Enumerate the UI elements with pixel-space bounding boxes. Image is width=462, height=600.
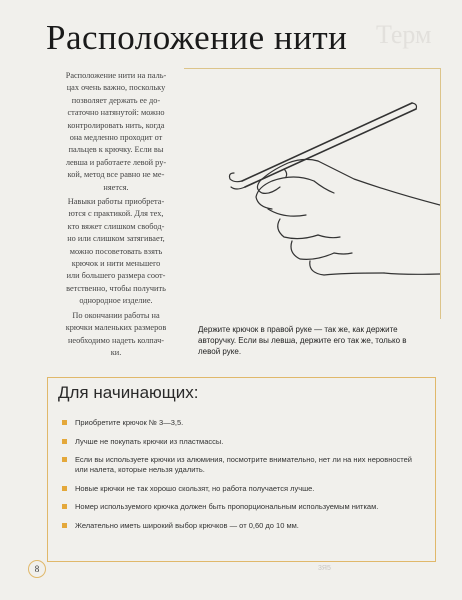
paragraph-line: она медленно проходит от (69, 133, 163, 143)
tip-text: Приобретите крючок № 3—3,5. (75, 418, 184, 427)
beginners-tips-list (62, 418, 422, 539)
paragraph-line: крючок и нити меньшего (71, 259, 161, 269)
bleed-through-text: Терм (376, 20, 432, 49)
paragraph-line: крючки маленьких размеров (65, 323, 167, 333)
paragraph-line: Навыки работы приобрета- (67, 197, 165, 206)
tip-item (62, 437, 422, 447)
footer-mark: 3Я5 (318, 565, 331, 572)
tip-item (62, 502, 422, 512)
square-bullet-icon (62, 486, 67, 491)
paragraph-line: но или слишком затягивает, (67, 234, 165, 244)
beginners-title: Для начинающих: (58, 383, 199, 402)
tip-text: Желательно иметь широкий выбор крючков — от 0,60 до 10 мм. (75, 520, 299, 530)
paragraph-1 (60, 70, 172, 194)
paragraph-line: позволяет держать ее до- (71, 95, 161, 105)
page-title: Расположение нити (46, 18, 348, 57)
paragraph-line: По окончании работы на (72, 311, 160, 320)
paragraph-line: контролировать нить, когда (67, 120, 165, 130)
paragraph-line: ветственно, чтобы получить (66, 283, 166, 293)
paragraph-line: ки. (110, 348, 122, 358)
square-bullet-icon (62, 457, 67, 462)
tip-item (62, 484, 422, 494)
square-bullet-icon (62, 420, 67, 425)
paragraph-line: левша и работаете левой ру- (65, 157, 167, 167)
paragraph-2 (60, 196, 172, 308)
paragraph-line: можно посоветовать взять (69, 246, 163, 256)
paragraph-line: Расположение нити на паль- (65, 71, 167, 80)
paragraph-line: ются с практикой. Для тех, (68, 209, 164, 219)
paragraph-line: однородное изделие. (79, 296, 153, 306)
paragraph-line: няется. (103, 182, 129, 192)
paragraph-line: кой, метод все равно не ме- (67, 170, 165, 180)
practice-paragraph (60, 196, 172, 318)
paragraph-line: или большего размера соот- (66, 271, 166, 281)
caps-paragraph (60, 310, 172, 370)
tip-text: Если вы используете крючки из алюминия, посмотрите внимательно, нет ли на них неровностей или налета, которые нельзя удалить. (75, 455, 412, 474)
hand-holding-hook-illustration (184, 69, 440, 319)
tip-text: Новые крючки не так хорошо скользят, но работа получается лучше. (75, 483, 315, 493)
paragraph-line: необходимо надеть колпач- (67, 335, 165, 345)
square-bullet-icon (62, 504, 67, 509)
paragraph-line: кто вяжет слишком свобод- (67, 221, 165, 231)
tip-text: Номер используемого крючка должен быть пропорциональным используемым ниткам. (75, 502, 379, 511)
tip-text: Лучше не покупать крючки из пластмассы. (75, 436, 224, 446)
square-bullet-icon (62, 439, 67, 444)
paragraph-line: статочно натянутой: можно (67, 108, 165, 118)
paragraph-line: цах очень важно, поскольку (66, 83, 166, 93)
paragraph-line: пальцев к крючку. Если вы (68, 145, 164, 155)
page-number: 8 (28, 560, 46, 578)
intro-paragraph (60, 70, 172, 204)
tip-item (62, 521, 422, 531)
tip-item (62, 455, 422, 475)
figure-caption: Держите крючок в правой руке — так же, как держите авторучку. Если вы левша, держите его так же, только в левой руке. (198, 325, 407, 356)
tip-item (62, 418, 422, 428)
paragraph-3 (60, 310, 172, 360)
hand-illustration-frame (184, 68, 441, 319)
square-bullet-icon (62, 523, 67, 528)
